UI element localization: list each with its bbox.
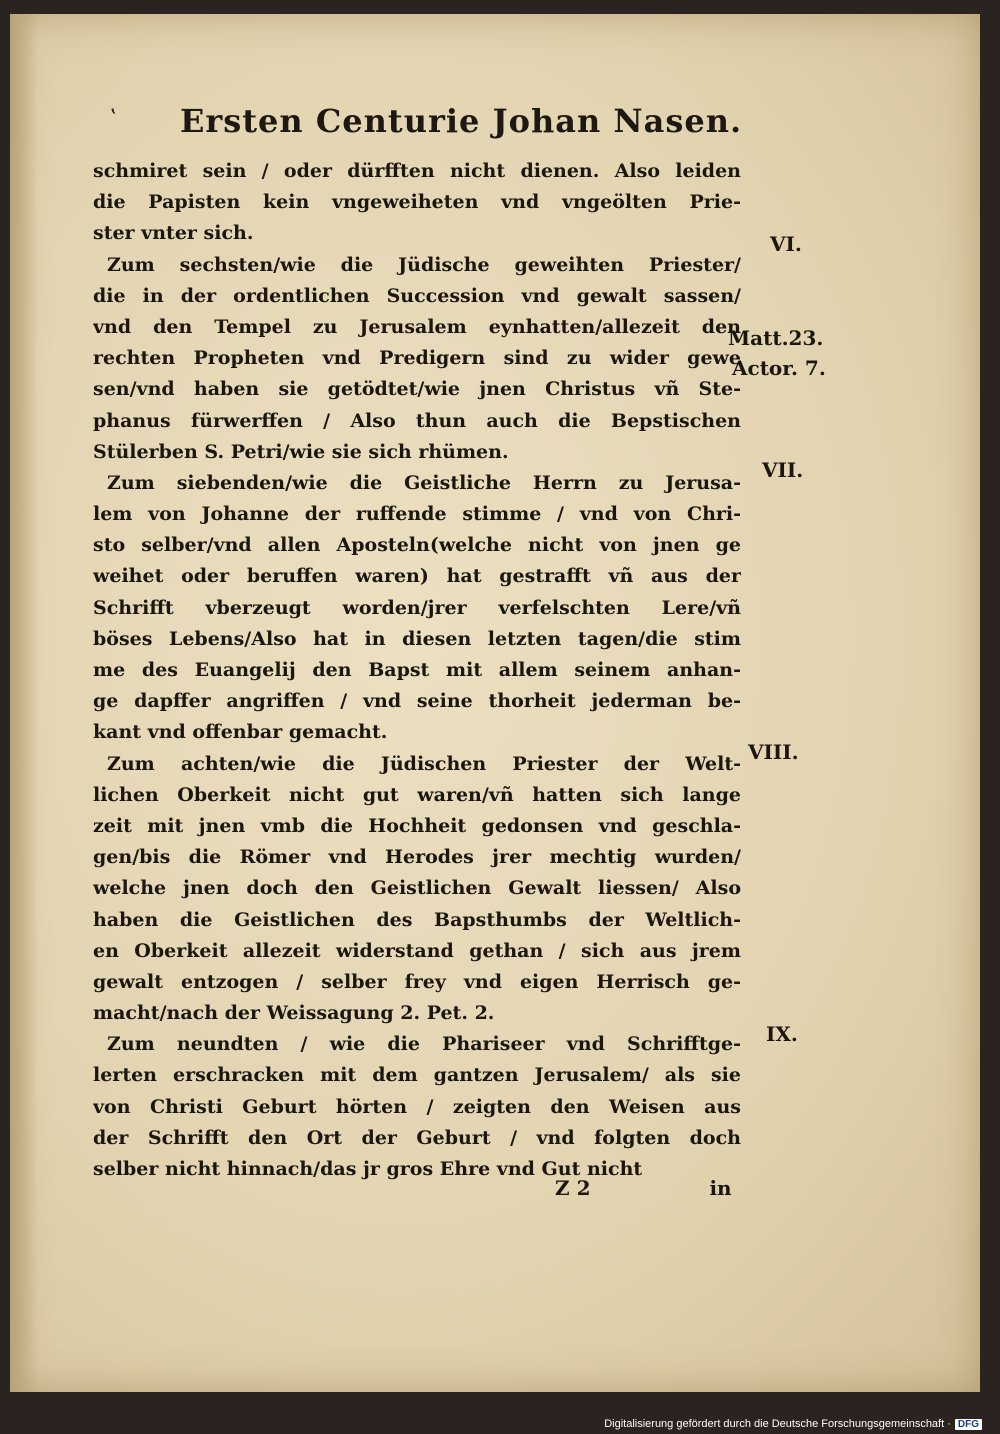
text-line: haben die Geistlichen des Bapsthumbs der Weltlich- [93, 908, 741, 931]
catchword: in [709, 1176, 732, 1200]
text-line: kant vnd offenbar gemacht. [93, 721, 388, 744]
text-line: sto selber/vnd allen Aposteln(welche nicht von jnen ge [93, 534, 741, 557]
text-line: der Schrifft den Ort der Geburt / vnd folgten doch [93, 1126, 741, 1149]
page-body-text [93, 156, 741, 1185]
margin-note-actor: Actor. 7. [732, 356, 826, 380]
text-line: gewalt entzogen / selber frey vnd eigen Herrisch ge- [93, 970, 741, 993]
margin-note-vi: VI. [770, 232, 802, 256]
text-line: schmiret sein / oder dürfften nicht dienen. Also leiden [93, 160, 741, 182]
text-line: selber nicht hinnach/das jr gros Ehre vnd Gut nicht [93, 1158, 643, 1180]
text-line: Schrifft vberzeugt worden/jrer verfelschten Lere/vñ [93, 596, 741, 619]
text-line: en Oberkeit allezeit widerstand gethan / sich aus jrem [93, 939, 741, 962]
credit-text: Digitalisierung gefördert durch die Deutsche Forschungsgemeinschaft · [604, 1418, 951, 1430]
margin-note-vii: VII. [762, 458, 804, 482]
text-line: weihet oder beruffen waren) hat gestrafft vñ aus der [93, 565, 741, 588]
margin-note-matt: Matt.23. [728, 326, 824, 350]
running-head: Ersten Centurie Johan Nasen. [180, 102, 743, 140]
signature-mark: Z 2 [555, 1176, 591, 1200]
text-line: von Christi Geburt hörten / zeigten den Weisen aus [93, 1095, 741, 1118]
text-line: die Papisten kein vngeweiheten vnd vngeölten Prie- [93, 191, 741, 214]
text-line: Zum achten/wie die Jüdischen Priester der Welt- [107, 752, 741, 775]
text-line: rechten Propheten vnd Predigern sind zu wider gewe [93, 347, 741, 370]
text-line: ge dapffer angriffen / vnd seine thorheit jederman be- [93, 690, 741, 713]
header-mark: ‛ [110, 106, 117, 131]
text-line: vnd den Tempel zu Jerusalem eynhatten/allezeit den [93, 315, 741, 338]
text-line: welche jnen doch den Geistlichen Gewalt liessen/ Also [93, 877, 741, 900]
text-line: macht/nach der Weissagung 2. Pet. 2. [93, 1002, 495, 1025]
text-line: gen/bis die Römer vnd Herodes jrer mechtig wurden/ [93, 846, 741, 869]
text-line: sen/vnd haben sie getödtet/wie jnen Christus vñ Ste- [93, 378, 741, 401]
text-line: lichen Oberkeit nicht gut waren/vñ hatten sich lange [93, 783, 741, 806]
text-line: phanus fürwerffen / Also thun auch die Bepstischen [93, 409, 741, 432]
text-line: Zum sechsten/wie die Jüdische geweihten Priester/ [107, 253, 741, 276]
digitization-credit [604, 1418, 982, 1430]
text-line: böses Lebens/Also hat in diesen letzten tagen/die stim [93, 627, 741, 650]
page-gutter-shadow [10, 14, 38, 1392]
text-line: me des Euangelij den Bapst mit allem seinem anhan- [93, 659, 741, 681]
text-line: Zum neundten / wie die Phariseer vnd Schrifftge- [107, 1033, 741, 1056]
text-line: die in der ordentlichen Succession vnd gewalt sassen/ [93, 284, 741, 307]
book-page [10, 14, 980, 1392]
margin-note-viii: VIII. [748, 740, 799, 764]
text-line: Zum siebenden/wie die Geistliche Herrn zu Jerusa- [107, 471, 741, 494]
text-line: ster vnter sich. [93, 222, 254, 245]
text-line: Stülerben S. Petri/wie sie sich rhümen. [93, 440, 509, 463]
page-footer [555, 1176, 732, 1200]
text-line: lerten erschracken mit dem gantzen Jerusalem/ als sie [93, 1064, 741, 1087]
dfg-logo-icon: DFG [955, 1419, 982, 1430]
text-line: lem von Johanne der ruffende stimme / vnd von Chri- [93, 503, 741, 526]
text-line: zeit mit jnen vmb die Hochheit gedonsen vnd geschla- [93, 814, 741, 837]
margin-note-ix: IX. [766, 1022, 798, 1046]
